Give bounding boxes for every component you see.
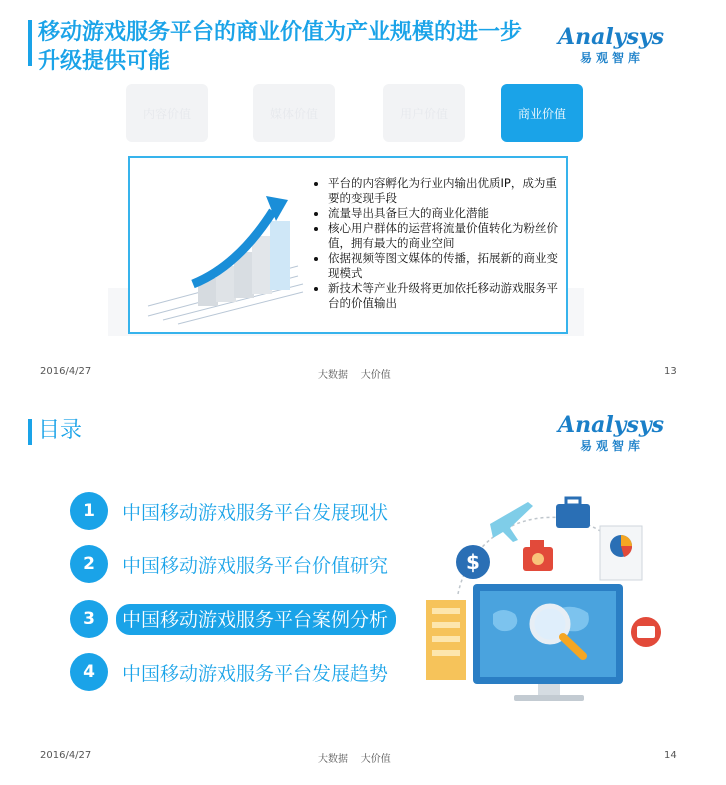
bullet-item: • 核心用户群体的运营将流量价值转化为粉丝价值，拥有最大的商业空间 xyxy=(328,221,564,251)
footer-slogan: 大数据 大价值 xyxy=(318,754,391,765)
toc-item-4[interactable] xyxy=(70,653,430,693)
slide-title-line2: 升级提供可能 xyxy=(38,49,171,74)
analysys-logo xyxy=(558,24,678,68)
toc-label: 中国移动游戏服务平台发展趋势 xyxy=(122,663,389,685)
logo-wordmark: Analysys xyxy=(558,412,665,438)
analysys-logo xyxy=(558,412,678,456)
toc-label: 中国移动游戏服务平台发展现状 xyxy=(122,502,389,524)
logo-wordmark: Analysys xyxy=(558,24,665,50)
svg-text:$: $ xyxy=(466,550,480,574)
logo-subtitle: 易观智库 xyxy=(580,51,645,65)
tab-content-value[interactable]: 内容价值 xyxy=(126,84,208,142)
toc-label: 中国移动游戏服务平台价值研究 xyxy=(122,555,389,577)
bullet-item: • 依据视频等图文媒体的传播，拓展新的商业变现模式 xyxy=(328,251,564,281)
footer-slogan: 大数据 大价值 xyxy=(318,370,391,381)
airplane-icon xyxy=(490,502,533,542)
briefcase-icon xyxy=(556,498,590,528)
camera-icon xyxy=(523,540,553,571)
toc-item-2[interactable] xyxy=(70,545,430,585)
footer-page-number: 14 xyxy=(664,750,677,761)
content-box xyxy=(128,156,568,334)
bullet-item: • 流量导出具备巨大的商业化潜能 xyxy=(328,206,564,221)
slide-title: 目录 xyxy=(38,418,83,443)
toc-number: 4 xyxy=(70,653,108,691)
toc-label: 中国移动游戏服务平台案例分析 xyxy=(116,604,396,635)
footer-date: 2016/4/27 xyxy=(40,366,92,377)
toc-item-3[interactable] xyxy=(70,600,430,640)
footer-page-number: 13 xyxy=(664,366,677,377)
toc-number: 3 xyxy=(70,600,108,638)
pie-document-icon xyxy=(600,526,642,580)
bullet-item: • 平台的内容孵化为行业内输出优质IP，成为重要的变现手段 xyxy=(328,176,564,206)
toc-number: 2 xyxy=(70,545,108,583)
bullet-list xyxy=(310,176,564,311)
slide-13 xyxy=(0,0,726,392)
logo-subtitle: 易观智库 xyxy=(580,439,645,453)
title-accent-bar xyxy=(28,419,32,445)
toc-item-1[interactable] xyxy=(70,492,430,532)
dollar-coin-icon xyxy=(456,545,490,579)
bullet-item: • 新技术等产业升级将更加依托移动游戏服务平台的价值输出 xyxy=(328,281,564,311)
title-accent-bar xyxy=(28,20,32,66)
analytics-illustration xyxy=(418,484,678,714)
tab-media-value[interactable]: 媒体价值 xyxy=(253,84,335,142)
footer-date: 2016/4/27 xyxy=(40,750,92,761)
tab-user-value[interactable]: 用户价值 xyxy=(383,84,465,142)
toc-number: 1 xyxy=(70,492,108,530)
growth-chart-illustration xyxy=(138,166,308,326)
slide-14 xyxy=(0,392,726,785)
credit-card-icon xyxy=(631,617,661,647)
document-stack-icon xyxy=(426,600,466,680)
tab-commercial-value[interactable]: 商业价值 xyxy=(501,84,583,142)
slide-title-line1: 移动游戏服务平台的商业价值为产业规模的进一步 xyxy=(38,20,523,45)
